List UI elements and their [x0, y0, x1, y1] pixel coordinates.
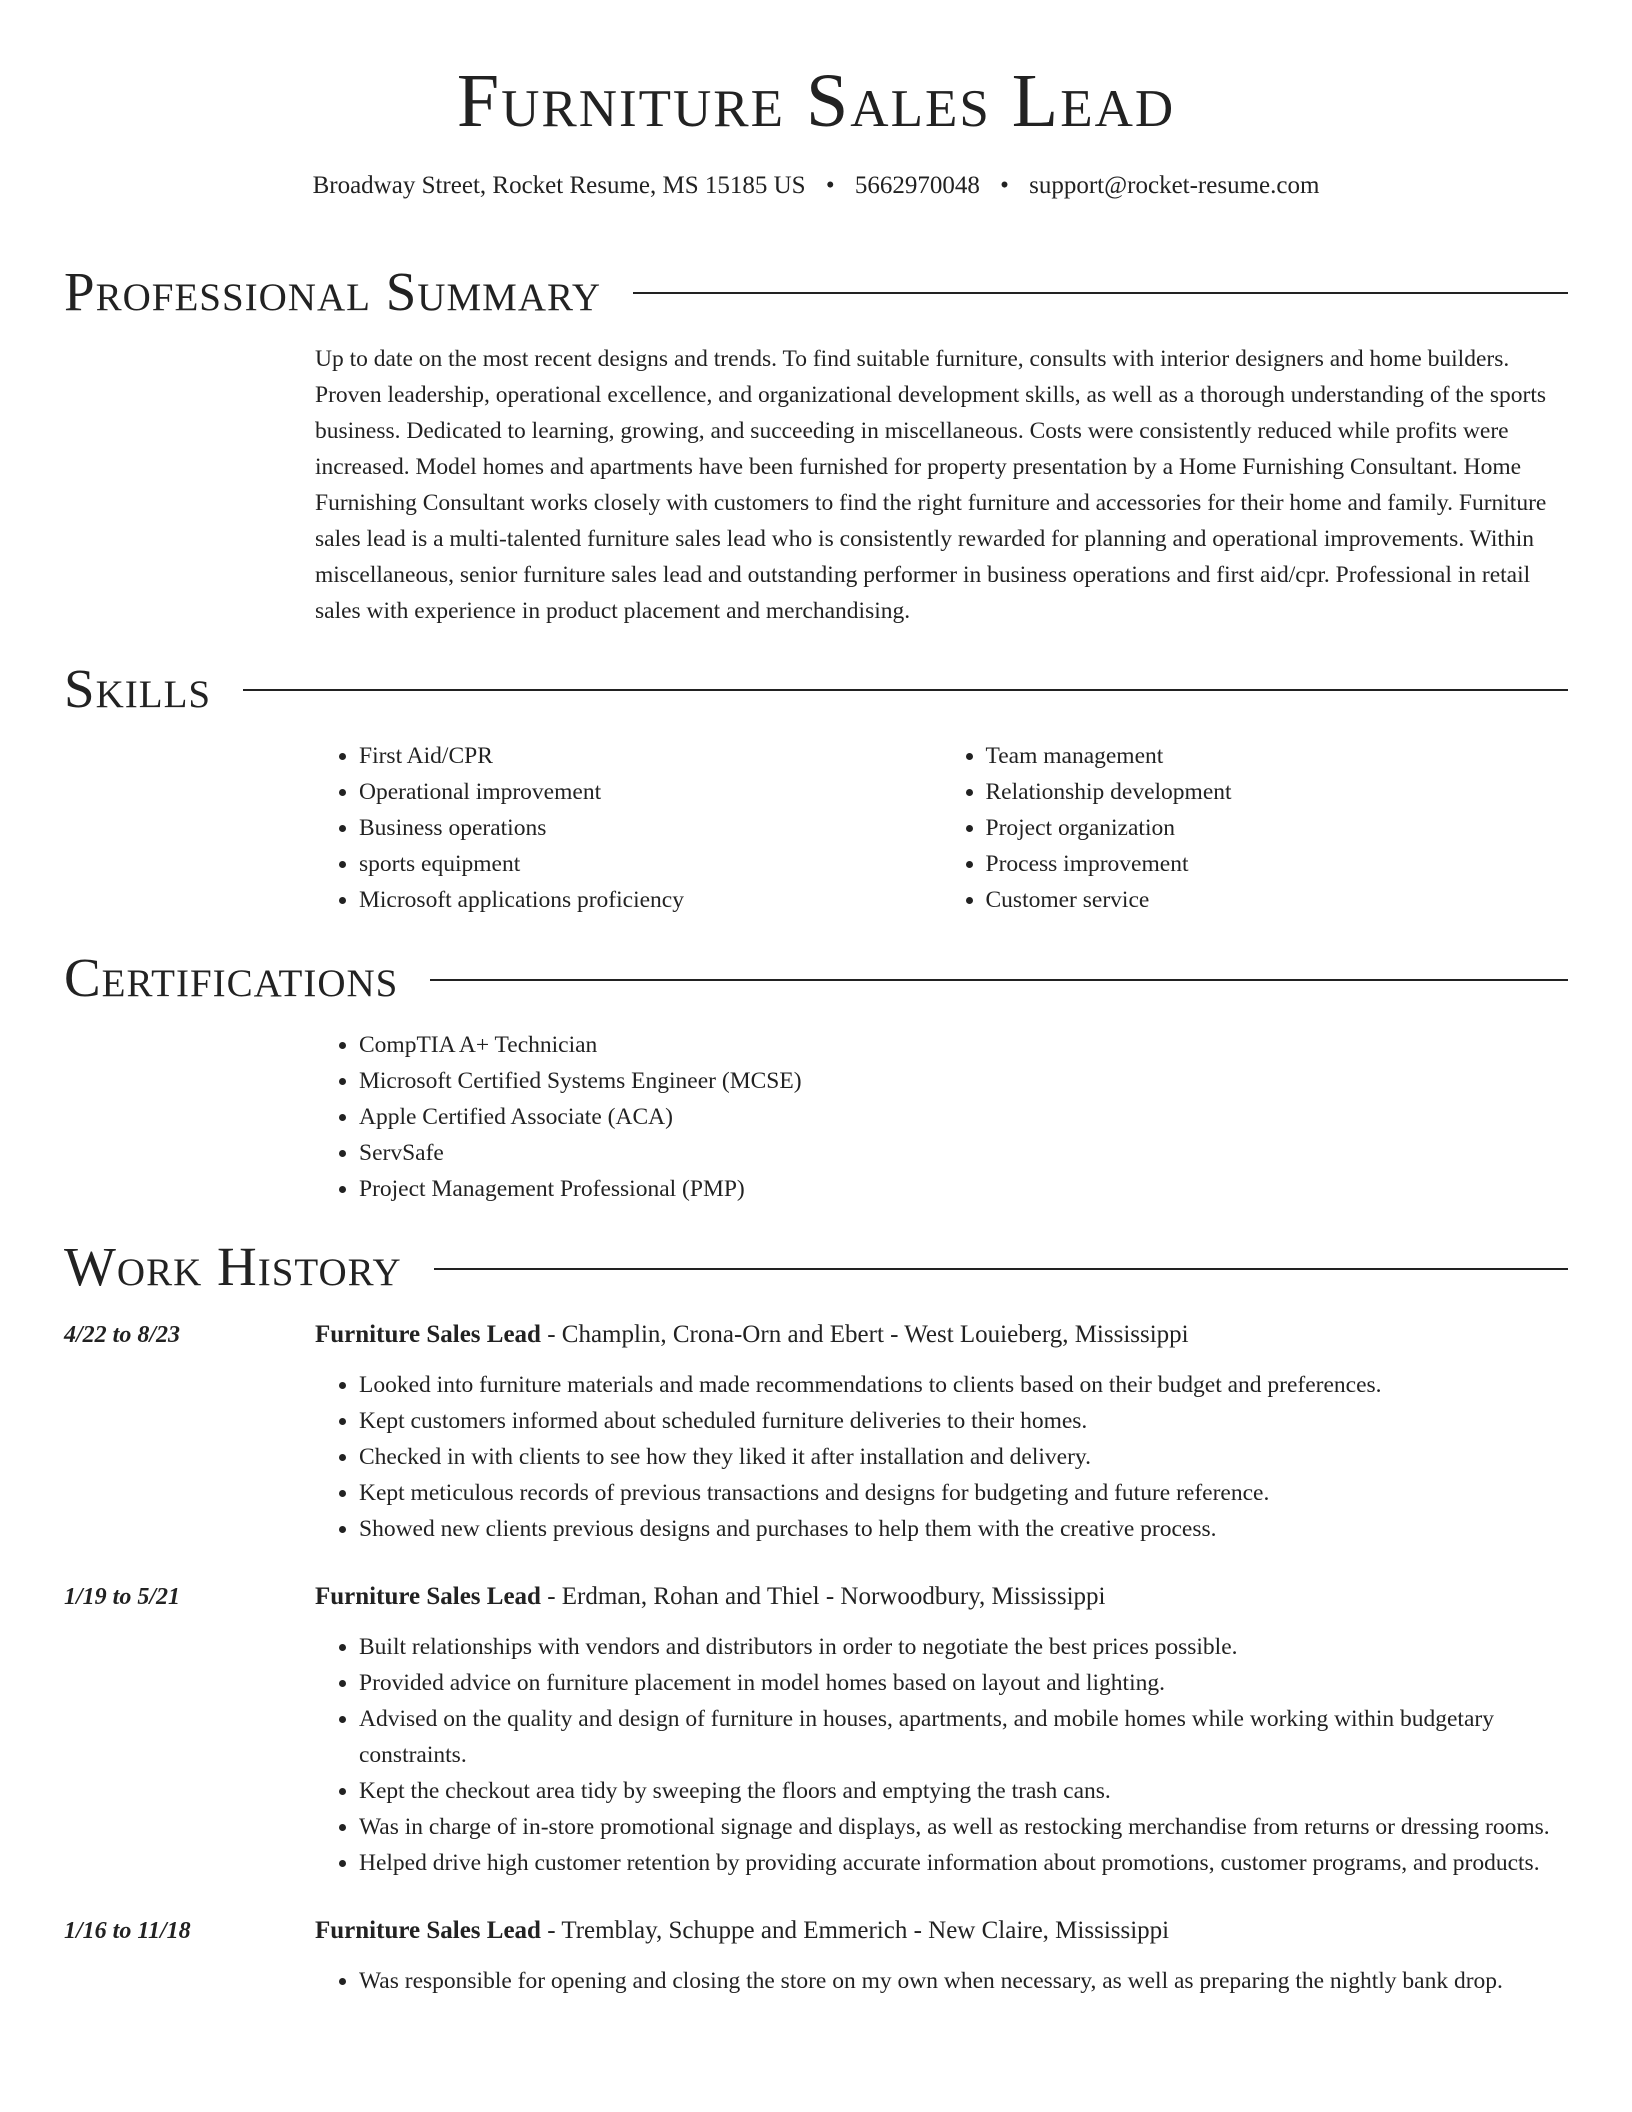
- contact-line: [64, 172, 1568, 200]
- skill-item: • Process improvement: [986, 846, 1569, 882]
- skill-item: • First Aid/CPR: [359, 738, 942, 774]
- section-divider: [430, 979, 1568, 981]
- job-bullet: • Kept meticulous records of previous transactions and designs for budgeting and future reference.: [359, 1475, 1568, 1511]
- job-title-line: [315, 1913, 1568, 1949]
- work-history-heading: Work History: [64, 1236, 402, 1298]
- job-employer: - Erdman, Rohan and Thiel - Norwoodbury, Mississippi: [540, 1582, 1106, 1610]
- skills-list: [315, 738, 1568, 918]
- certification-item: • Apple Certified Associate (ACA): [359, 1099, 1568, 1135]
- job-entry: [64, 1579, 1568, 1881]
- job-dates: 1/16 to 11/18: [64, 1917, 191, 1944]
- skill-item: • Relationship development: [986, 774, 1569, 810]
- job-bullet: • Showed new clients previous designs and purchases to help them with the creative process.: [359, 1511, 1568, 1547]
- job-bullet: • Advised on the quality and design of furniture in houses, apartments, and mobile homes while working within budgetary constraints.: [359, 1701, 1568, 1773]
- contact-separator: •: [825, 171, 835, 199]
- job-bullet: • Was in charge of in-store promotional signage and displays, as well as restocking merchandise from returns or dressing rooms.: [359, 1809, 1568, 1845]
- skills-section-header: [64, 657, 1568, 720]
- skills-column-right: [942, 738, 1569, 918]
- job-entry: [64, 1317, 1568, 1547]
- job-bullets: [315, 1367, 1568, 1547]
- skill-item: • Project organization: [986, 810, 1569, 846]
- job-bullet: • Built relationships with vendors and distributors in order to negotiate the best prices possible.: [359, 1629, 1568, 1665]
- summary-heading: Professional Summary: [64, 260, 602, 322]
- job-dates: 1/19 to 5/21: [64, 1583, 181, 1610]
- job-entry: [64, 1913, 1568, 1999]
- contact-phone: 5662970048: [854, 171, 980, 199]
- job-bullet: • Provided advice on furniture placement in model homes based on layout and lighting.: [359, 1665, 1568, 1701]
- certification-item: • CompTIA A+ Technician: [359, 1027, 1568, 1063]
- summary-text: Up to date on the most recent designs and trends. To find suitable furniture, consults with interior designers and home builders. Proven leadership, operational excellence, and organizational development skills, as well as a thorough understanding of the sports business. Dedicated to learning, growing, and succeeding in miscellaneous. Costs were consistently reduced while profits were increased. Model homes and apartments have been furnished for property presentation by a Home Furnishing Consultant. Home Furnishing Consultant works closely with customers to find the right furniture and accessories for their home and family. Furniture sales lead is a multi-talented furniture sales lead who is consistently rewarded for planning and operational improvements. Within miscellaneous, senior furniture sales lead and outstanding performer in business operations and first aid/cpr. Professional in retail sales with experience in product placement and merchandising.: [315, 345, 1547, 624]
- job-bullet: • Looked into furniture materials and made recommendations to clients based on their budget and preferences.: [359, 1367, 1568, 1403]
- job-bullets: [315, 1629, 1568, 1881]
- job-dates: 4/22 to 8/23: [64, 1321, 181, 1348]
- section-divider: [243, 689, 1568, 691]
- certification-item: • Project Management Professional (PMP): [359, 1171, 1568, 1207]
- section-divider: [633, 292, 1568, 294]
- resume-page: [64, 0, 1568, 1999]
- certification-item: • Microsoft Certified Systems Engineer (MCSE): [359, 1063, 1568, 1099]
- work-history-section-header: [64, 1235, 1568, 1298]
- skills-heading: Skills: [64, 657, 212, 719]
- skill-item: • Customer service: [986, 882, 1569, 918]
- resume-title: Furniture Sales Lead: [456, 59, 1176, 143]
- job-title-line: [315, 1579, 1568, 1615]
- job-bullet: • Kept customers informed about scheduled furniture deliveries to their homes.: [359, 1403, 1568, 1439]
- section-divider: [434, 1268, 1568, 1270]
- job-role: Furniture Sales Lead: [315, 1582, 541, 1610]
- summary-section-header: [64, 260, 1568, 323]
- job-role: Furniture Sales Lead: [315, 1320, 541, 1348]
- skill-item: • Team management: [986, 738, 1569, 774]
- skill-item: • Business operations: [359, 810, 942, 846]
- contact-address: Broadway Street, Rocket Resume, MS 15185 US: [312, 171, 806, 199]
- contact-separator: •: [1000, 171, 1009, 199]
- job-bullet: • Was responsible for opening and closing the store on my own when necessary, as well as preparing the nightly bank drop.: [359, 1963, 1568, 1999]
- contact-email: support@rocket-resume.com: [1029, 171, 1320, 199]
- skills-column-left: [315, 738, 942, 918]
- job-title-line: [315, 1317, 1568, 1353]
- job-employer: - Tremblay, Schuppe and Emmerich - New Claire, Mississippi: [540, 1916, 1170, 1944]
- skill-item: • sports equipment: [359, 846, 942, 882]
- certifications-list: [315, 1027, 1568, 1207]
- job-bullets: [315, 1963, 1568, 1999]
- job-role: Furniture Sales Lead: [315, 1916, 541, 1944]
- job-bullet: • Kept the checkout area tidy by sweeping the floors and emptying the trash cans.: [359, 1773, 1568, 1809]
- skill-item: • Operational improvement: [359, 774, 942, 810]
- job-bullet: • Helped drive high customer retention by providing accurate information about promotions, customer programs, and products.: [359, 1845, 1568, 1881]
- certifications-section-header: [64, 946, 1568, 1009]
- skill-item: • Microsoft applications proficiency: [359, 882, 942, 918]
- certifications-heading: Certifications: [64, 947, 399, 1009]
- certification-item: • ServSafe: [359, 1135, 1568, 1171]
- job-employer: - Champlin, Crona-Orn and Ebert - West Louieberg, Mississippi: [540, 1320, 1189, 1348]
- job-bullet: • Checked in with clients to see how they liked it after installation and delivery.: [359, 1439, 1568, 1475]
